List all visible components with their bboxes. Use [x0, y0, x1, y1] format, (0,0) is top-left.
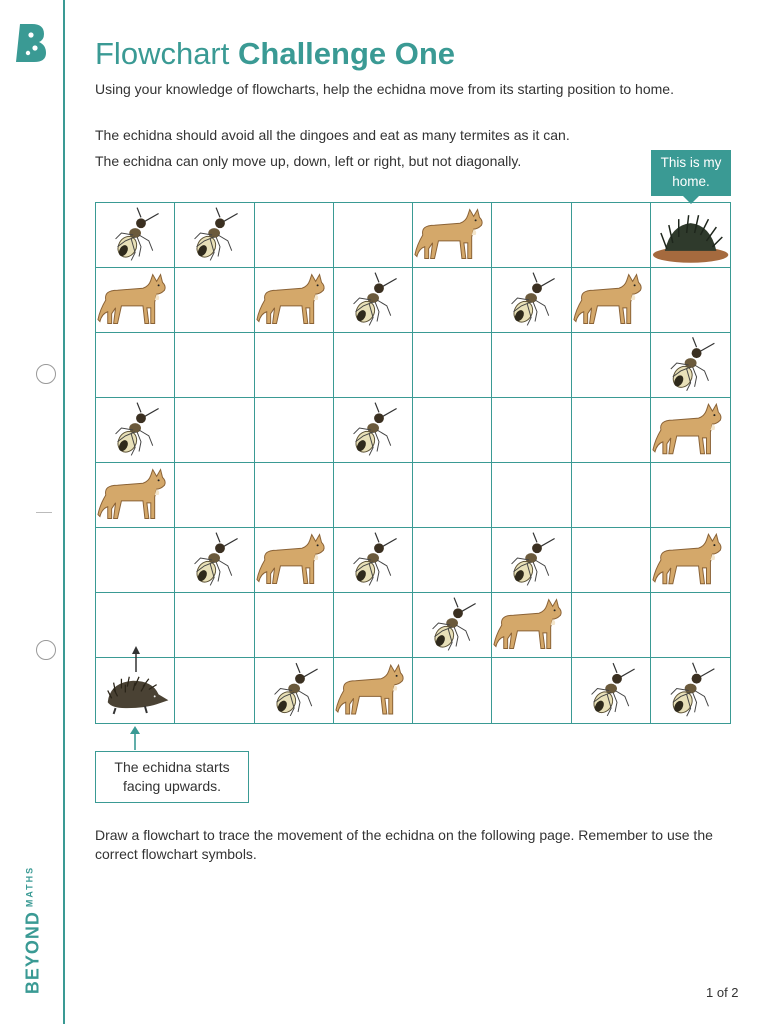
grid-cell [492, 398, 571, 463]
termite-icon [651, 658, 730, 723]
grid-cell [96, 398, 175, 463]
grid-cell [651, 528, 730, 593]
dingo-icon [492, 593, 570, 657]
page-number: 1 of 2 [706, 985, 739, 1000]
grid-cell [334, 268, 413, 333]
grid-cell [413, 658, 492, 723]
termite-icon [334, 528, 412, 592]
footer-instruction: Draw a flowchart to trace the movement of the echidna on the following page. Remember to use the correct flowchart symbols. [95, 827, 713, 862]
dingo-icon [413, 203, 491, 267]
grid-cell [96, 268, 175, 333]
grid-cell [413, 593, 492, 658]
brand-sub: MATHS [24, 865, 35, 908]
grid-cell [255, 658, 334, 723]
grid-cell [175, 398, 254, 463]
termite-icon [492, 268, 570, 332]
grid-cell [492, 593, 571, 658]
grid-cell [651, 398, 730, 463]
grid-cell [255, 333, 334, 398]
grid-cell [334, 528, 413, 593]
start-callout: The echidna starts facing upwards. [95, 751, 249, 803]
page-title [95, 36, 455, 72]
grid-cell [96, 203, 175, 268]
grid-cell [255, 593, 334, 658]
grid-cell [651, 203, 730, 268]
grid-cell [334, 398, 413, 463]
grid-cell [334, 203, 413, 268]
termite-icon [334, 398, 412, 462]
start-pointer-arrow-icon [129, 726, 141, 750]
dingo-icon [334, 658, 412, 723]
grid-cell [175, 463, 254, 528]
termite-icon [96, 203, 174, 267]
dingo-icon [96, 463, 174, 527]
grid-cell [413, 528, 492, 593]
dingo-icon [96, 268, 174, 332]
grid-cell [651, 333, 730, 398]
grid-cell [492, 203, 571, 268]
instruction-2: The echidna should avoid all the dingoes and eat as many termites as it can. [95, 127, 570, 143]
grid-cell [413, 398, 492, 463]
grid-cell [255, 203, 334, 268]
grid-cell [334, 333, 413, 398]
termite-icon [492, 528, 570, 592]
grid-cell [413, 268, 492, 333]
title-light: Flowchart [95, 36, 230, 71]
grid-cell [413, 333, 492, 398]
dingo-icon [572, 268, 650, 332]
grid-cell [492, 528, 571, 593]
echidna-home-burrow-icon [651, 203, 730, 267]
grid-cell [255, 268, 334, 333]
instruction-3: The echidna can only move up, down, left or right, but not diagonally. [95, 153, 522, 169]
brand-wordmark [22, 860, 44, 1000]
grid-cell [492, 463, 571, 528]
grid-cell [492, 333, 571, 398]
termite-icon [96, 398, 174, 462]
grid-cell [255, 398, 334, 463]
termite-icon [255, 658, 333, 723]
home-callout: This is my home. [651, 150, 731, 196]
grid-cell [334, 463, 413, 528]
grid-cell [651, 593, 730, 658]
termite-icon [413, 593, 491, 657]
grid-cell [492, 658, 571, 723]
binder-hole-bottom [36, 640, 56, 660]
grid-cell [175, 203, 254, 268]
termite-icon [572, 658, 650, 723]
grid-cell [175, 593, 254, 658]
grid-cell [175, 658, 254, 723]
grid-cell [572, 203, 651, 268]
grid-cell [175, 528, 254, 593]
grid-cell [572, 528, 651, 593]
grid-cell [572, 463, 651, 528]
grid-cell [255, 528, 334, 593]
dingo-icon [255, 268, 333, 332]
grid-cell [572, 333, 651, 398]
dingo-icon [255, 528, 333, 592]
grid-cell [572, 658, 651, 723]
margin-line [63, 0, 65, 1024]
facing-up-arrow-icon [132, 646, 140, 672]
termite-icon [651, 333, 730, 397]
dingo-icon [651, 528, 730, 592]
instruction-1: Using your knowledge of flowcharts, help the echidna move from its starting position to home. [95, 81, 674, 97]
grid-cell [572, 593, 651, 658]
grid-cell [572, 268, 651, 333]
grid-cell [651, 658, 730, 723]
binder-hole-top [36, 364, 56, 384]
dingo-icon [651, 398, 730, 462]
grid-cell [96, 658, 175, 723]
fold-mark [36, 512, 52, 513]
title-bold: Challenge One [238, 36, 456, 71]
grid-cell [413, 463, 492, 528]
termite-icon [175, 528, 253, 592]
grid-cell [492, 268, 571, 333]
termite-icon [175, 203, 253, 267]
grid-cell [96, 463, 175, 528]
grid-cell [651, 463, 730, 528]
grid-cell [255, 463, 334, 528]
beyond-b-logo-icon [14, 22, 48, 64]
grid-cell [413, 203, 492, 268]
grid-cell [334, 593, 413, 658]
grid-cell [96, 528, 175, 593]
grid-cell [572, 398, 651, 463]
grid-cell [334, 658, 413, 723]
grid-cell [175, 268, 254, 333]
termite-icon [334, 268, 412, 332]
grid-cell [651, 268, 730, 333]
brand-name: BEYOND [22, 911, 43, 995]
grid-cell [96, 333, 175, 398]
grid-cell [175, 333, 254, 398]
movement-grid [95, 202, 731, 724]
